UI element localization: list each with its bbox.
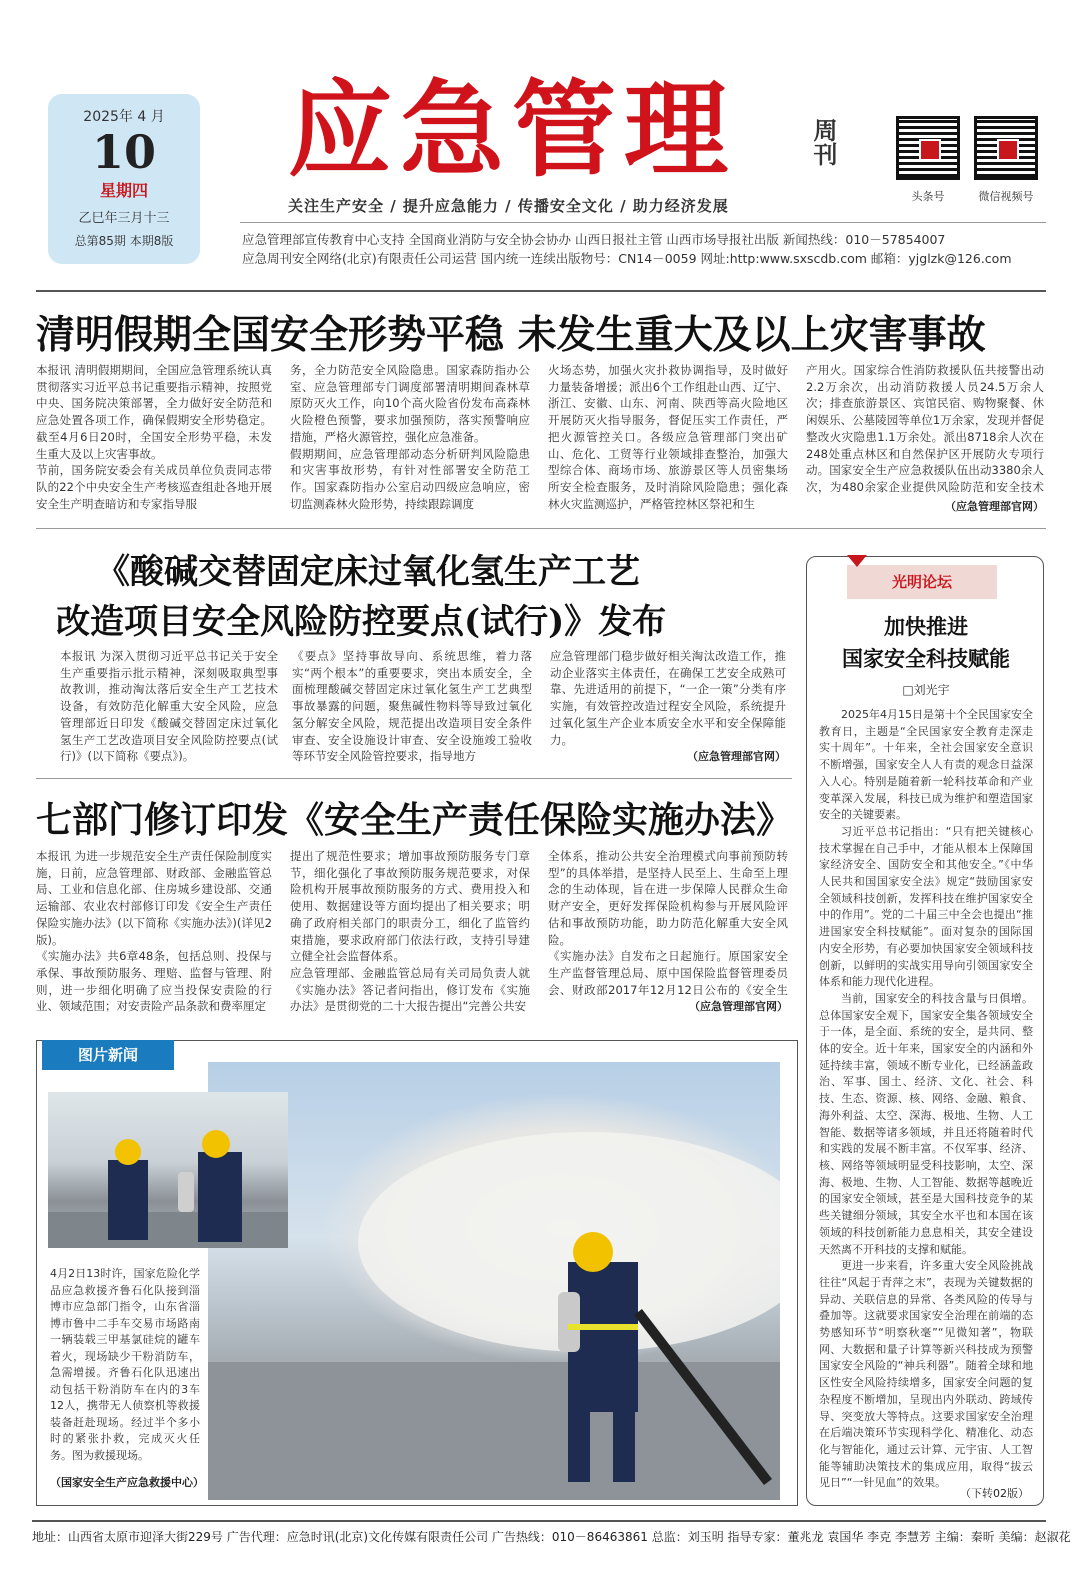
headline-qingming: 清明假期全国安全形势平稳 未发生重大及以上灾害事故	[36, 312, 986, 358]
article-column: 火场态势，加强火灾扑救协调指导，及时做好力量装备增援；派出6个工作组赴山西、辽宁、浙江、安徽、山东、河南、陕西等高火险地区开展防灭火指导服务，督促压实工作责任，严把火源管控关口。各级应急管理部门突出矿山、危化、工贸等行业领域排查整治，加强大型综合体、商场市场、旅游景区等人员密集场所安全检查服务，及时消除风险隐患；强化森林火灾监测巡护，严格管控林区祭祀和生	[548, 363, 788, 511]
article-column: 本报讯 为深入贯彻习近平总书记关于安全生产重要指示批示精神，深刻吸取典型事故教训，推动淘汰落后安全生产工艺技术设备，有效防范化解重大安全风险，应急管理部近日印发《酸碱交替固定床过氧化氢生产工艺改造项目安全风险防控要点(试行)》(以下简称《要点》)。	[60, 649, 278, 764]
commentary-title-line1: 加快推进	[884, 614, 968, 639]
divider	[36, 528, 1046, 529]
photo-credit: （国家安全生产应急救援中心）	[50, 1476, 204, 1489]
commentary-paragraph: 更进一步来看，许多重大安全风险挑战往往“风起于青萍之末”，表现为关键数据的异动、关联信息的异常、各类风险的传导与叠加等。这就要求国家安全治理在前端的态势感知环节“明察秋毫”“见微知著”，物联网、大数据和量子计算等新兴科技成为预警国家安全风险的“神兵利器”。随着全球和地区性安全风险持续增多，国家安全问题的复杂程度不断增加，呈现出内外联动、跨域传导、突变放大等特点。这要求国家安全治理在后端决策环节实现科学化、精准化、动态化与智能化，通过云计算、元宇宙、人工智能等辅助决策技术的集成应用，取得“拔云见日”“一针见血”的效果。	[819, 1259, 1033, 1489]
date-weekday: 星期四	[99, 181, 148, 200]
firefighter-figure-icon	[208, 1062, 780, 1500]
headline-h2o2-line1: 《酸碱交替固定床过氧化氢生产工艺	[96, 552, 640, 592]
qr-label-wechat: 微信视频号	[978, 190, 1034, 203]
commentary-paragraph: 习近平总书记指出：“只有把关键核心技术掌握在自己手中，才能从根本上保障国家经济安全、国防安全和其他安全。”《中华人民共和国国家安全法》规定“鼓励国家安全领域科技创新，发挥科技在维护国家安全中的作用”。党的二十届三中全会也提出“推进国家安全科技赋能”。面对复杂的国际国内安全形势，有必要加快国家安全领域科技创新，以鲜明的实战实用导向引领国家安全体系和能力现代化进程。	[819, 824, 1033, 989]
article-column: 全体系，推动公共安全治理模式向事前预防转型”的具体举措，是坚持人民至上、生命至上理念的生动体现，旨在进一步保障人民群众生命财产安全，更好发挥保险机构参与开展风险评估和事故预防功能，助力防范化解重大安全风险。 《实施办法》自发布之日起施行。原国家安全生产监督管理总局、原中国保险监督管理委员会、财政部2017年12月12日公布的《安全生	[548, 849, 788, 997]
headline-insurance: 七部门修订印发《安全生产责任保险实施办法》	[36, 799, 793, 841]
article-column: 产用火。国家综合性消防救援队伍共接警出动2.2万余次，出动消防救援人员24.5万余人次；排查旅游景区、宾馆民宿、购物聚餐、休闲娱乐、公墓陵园等单位1万余家，发现并督促整改火灾隐患1.1万余处。派出8718余人次在248处重点林区和自然保护区开展防火专项行动。国家安全生产应急救援队伍出动3380余人次，为480余家企业提供风险防范和安全技术	[806, 363, 1044, 494]
continued-note: （下转02版）	[960, 1487, 1029, 1500]
divider	[32, 1520, 1046, 1522]
article-column: 本报讯 清明假期期间，全国应急管理系统认真贯彻落实习近平总书记重要指示精神，按照党中央、国务院决策部署，全力做好安全防范和应急处置各项工作，确保假期安全形势稳定。截至4月6日20时，全国安全形势平稳，未发生重大及以上灾害事故。 节前，国务院安委会有关成员单位负责同志带队的22个中央安全生产考核巡查组赴各地开展安全生产明查暗访和专家指导服	[36, 363, 272, 511]
source-credit: （应急管理部官网）	[689, 1000, 788, 1013]
article-column: 务，全力防范安全风险隐患。国家森防指办公室、应急管理部专门调度部署清明期间森林草原防灭火工作，向10个高火险省份发布高森林火险橙色预警，要求加强预防，落实预警响应措施，严格火源管控，强化应急准备。 假期期间，应急管理部动态分析研判风险隐患和灾害事故形势，有针对性部署安全防范工作。国家森防指办公室启动四级应急响应，密切监测森林火险形势，持续跟踪调度	[290, 363, 530, 511]
headline-h2o2-line2: 改造项目安全风险防控要点(试行)》发布	[56, 602, 667, 642]
qr-label-toutiao: 头条号	[911, 190, 945, 203]
tag-marker-icon	[847, 555, 867, 567]
source-credit: （应急管理部官网）	[687, 750, 786, 763]
article-column: 提出了规范性要求；增加事故预防服务专门章节，细化强化了事故预防服务规范要求，对保险机构开展事故预防服务的方式、费用投入和使用、数据建设等方面均提出了相关要求；明确了政府相关部门的职责分工，细化了监管约束措施，要求政府部门依法行政，支持引导建立健全社会监督体系。 应急管理部、金融监管总局有关司局负责人就《实施办法》答记者问指出，修订发布《实施办法》是贯彻党的二十大报告提出“完善公共安	[290, 849, 530, 1014]
commentary-tag: 光明论坛	[847, 565, 997, 599]
commentary-box	[806, 556, 1044, 1506]
divider	[240, 222, 1046, 223]
date-day: 10	[91, 125, 156, 179]
commentary-body	[819, 707, 1033, 1489]
firefighter-figure-icon	[48, 1092, 288, 1248]
masthead-weekly: 周刊	[809, 118, 837, 166]
qr-code-icon[interactable]	[974, 116, 1038, 180]
date-box	[48, 94, 200, 264]
article-column: 《要点》坚持事故导向、系统思维，着力落实“两个根本”的重要要求，突出本质安全，全面梳理酸碱交替固定床过氧化氢生产工艺典型事故暴露的问题，聚焦碱性物料等导致过氧化氢分解安全风险，规范提出改造项目安全条件审查、安全设施设计审查、安全设施竣工验收等环节安全风险管控要求，指导地方	[292, 649, 532, 764]
commentary-author: □刘光宇	[902, 683, 950, 697]
commentary-paragraph: 当前，国家安全的科技含量与日俱增。总体国家安全观下，国家安全集各领域安全于一体，是全面、系统的安全，是共同、整体的安全。近十年来，国家安全的内涵和外延持续丰富，领域不断专业化，已经涵盖政治、军事、国土、经济、文化、社会、科技、生态、资源、核、网络、金融、粮食、海外利益、太空、深海、极地、生物、人工智能、数据等诸多领域，并且还将随着时代和实践的发展不断丰富。不仅军事、经济、核、网络等领域明显受科技影响，太空、深海、极地、生物、人工智能、数据等越晚近的国家安全领域，甚至是大国科技竞争的某些关键细分领域，其安全水平也和本国在该领域的科技创新能力息息相关，其安全建设天然离不开科技的支撑和赋能。	[819, 991, 1033, 1256]
photo-caption: 4月2日13时许，国家危险化学品应急救援齐鲁石化队接到淄博市应急部门指令，山东省淄博市鲁中二手车交易市场路南一辆装载三甲基氯硅烷的罐车着火，现场缺少干粉消防车，急需增援。齐鲁石化队迅速出动包括干粉消防车在内的3车12人，携带无人侦察机等救援装备赶赴现场。经过半个多小时的紧张扑救，完成灭火任务。图为救援现场。	[50, 1267, 200, 1462]
masthead-slogan: 关注生产安全 / 提升应急能力 / 传播安全文化 / 助力经济发展	[288, 197, 729, 215]
issue-number: 总第85期 本期8版	[74, 234, 174, 248]
masthead-title: 应急管理	[288, 68, 737, 191]
footer-info: 地址：山西省太原市迎泽大街229号 广告代理：应急时讯(北京)文化传媒有限责任公司 广告热线：010－86463861 总监：刘玉明 指导专家：董兆龙 袁国华 李克 李慧芳 主编：秦昕 美编：赵淑花	[32, 1530, 1071, 1544]
qr-code-icon[interactable]	[896, 116, 960, 180]
firefighting-photo-main	[208, 1062, 780, 1500]
date-lunar: 乙巳年三月十三	[78, 211, 170, 226]
photo-news-tag: 图片新闻	[42, 1040, 174, 1070]
source-credit: （应急管理部官网）	[945, 500, 1044, 513]
divider	[36, 778, 792, 779]
divider	[36, 290, 1046, 292]
commentary-title-line2: 国家安全科技赋能	[842, 646, 1010, 671]
date-year-month: 2025年 4 月	[83, 109, 165, 125]
commentary-paragraph: 2025年4月15日是第十个全民国家安全教育日，主题是“全民国家安全教育走深走实十周年”。十年来，全社会国家安全意识不断增强，国家安全人人有责的观念日益深入人心。特别是随着新一轮科技革命和产业变革深入发展，科技已成为维护和塑造国家安全的关键要素。	[819, 708, 1033, 822]
article-column: 应急管理部门稳步做好相关淘汰改造工作，推动企业落实主体责任，在确保工艺安全成熟可靠、先进适用的前提下，“一企一策”分类有序实施，有效管控改造过程安全风险，系统提升过氧化氢生产企业本质安全水平和安全保障能力。	[550, 649, 786, 747]
publisher-info-line2: 应急周刊安全网络(北京)有限责任公司运营 国内统一连续出版物号：CN14－0059 网址:http:www.sxscdb.com 邮箱：yjglzk@126.com	[242, 251, 1012, 266]
firefighting-photo-inset	[48, 1092, 288, 1248]
publisher-info-line1: 应急管理部宣传教育中心支持 全国商业消防与安全协会协办 山西日报社主管 山西市场导报社出版 新闻热线：010－57854007	[242, 232, 946, 247]
article-column: 本报讯 为进一步规范安全生产责任保险制度实施，日前，应急管理部、财政部、金融监管总局、工业和信息化部、住房城乡建设部、交通运输部、农业农村部修订印发《安全生产责任保险实施办法》(以下简称《实施办法》)(详见2版)。 《实施办法》共6章48条，包括总则、投保与承保、事故预防服务、理赔、监督与管理、附则，进一步细化明确了应当投保安责险的行业、领域范围；对安责险产品条款和费率厘定	[36, 849, 272, 1014]
